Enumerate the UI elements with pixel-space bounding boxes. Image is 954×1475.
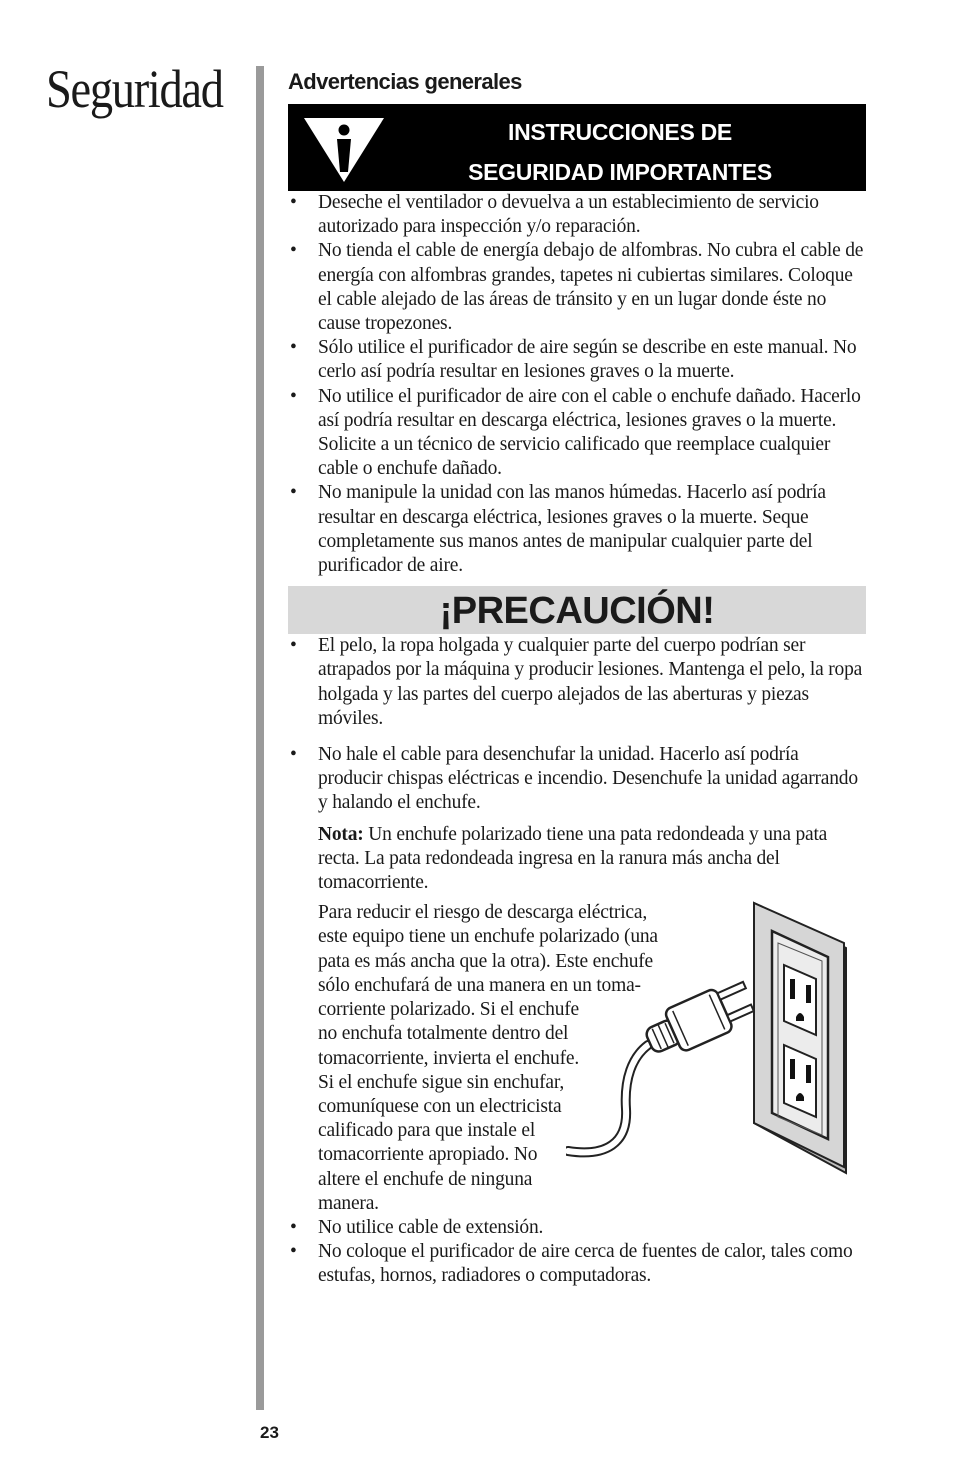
plug-text-line: este equipo tiene un enchufe polarizado (una [318,926,658,948]
vertical-rule [256,66,264,1410]
list-item-text: No coloque el purificador de aire cerca de fuentes de calor, tales como estufas, hornos, radiadores o computadoras. [318,1241,853,1287]
bullet: • [290,744,297,766]
caution-list [288,634,866,815]
plug-text-line: sólo enchufará de una manera en un toma- [318,974,641,996]
list-item [288,1216,866,1240]
note-paragraph [318,823,866,896]
plug-text-line: calificado para que instale el [318,1120,536,1142]
list-item-text: Sólo utilice el purificador de aire según se describe en este manual. No cerlo así podría resultar en lesiones graves o la muerte. [318,337,857,383]
plug-text-line: manera. [318,1192,379,1214]
bullet: • [290,337,297,359]
bullet: • [290,1241,297,1263]
warning-banner-text [374,112,866,192]
plug-text-line: pata es más ancha que la otra). Este enchufe [318,950,653,972]
polarized-plug-section [318,901,866,1216]
bullet: • [290,1216,297,1238]
warnings-list [288,191,866,578]
caution-banner: ¡PRECAUCIÓN! [288,586,866,634]
list-item [288,239,866,336]
note-label: Nota: [318,823,364,845]
plug-text-line: tomacorriente apropiado. No [318,1144,538,1166]
list-item [288,743,866,816]
plug-text-line: no enchufa totalmente dentro del [318,1023,569,1045]
warning-banner [288,104,866,191]
list-item-text: No manipule la unidad con las manos húmedas. Hacerlo así podría resultar en descarga eléctrica, lesiones graves o la muerte. Seque completamente sus manos antes de manipular cualquier parte del purificador de aire. [318,482,826,577]
list-item [288,385,866,482]
bullet: • [290,482,297,504]
plug-text-line: Si el enchufe sigue sin enchufar, [318,1071,565,1093]
list-item-text: No tienda el cable de energía debajo de alfombras. No cubra el cable de energía con alfombras grandes, tapetes ni cubiertas similares. Coloque el cable alejado de las áreas de tránsito y en un lugar donde éste no cause tropezones. [318,240,864,335]
bullet: • [290,240,297,262]
plug-text-line: corriente polarizado. Si el enchufe [318,999,580,1021]
list-item [288,191,866,239]
section-title: Seguridad [46,59,223,119]
polarized-plug-outlet-icon [566,895,906,1185]
list-item [288,481,866,578]
subheading: Advertencias generales [288,69,522,94]
page-number: 23 [260,1423,279,1442]
plug-text-line: Para reducir el riesgo de descarga eléctrica, [318,902,647,924]
plug-text-line: altere el enchufe de ninguna [318,1168,533,1190]
plug-text-line: comuníquese con un electricista [318,1095,562,1117]
note-text: Un enchufe polarizado tiene una pata redondeada y una pata recta. La pata redondeada ingresa en la ranura más ancha del tomacorriente. [318,823,828,894]
list-item [288,336,866,384]
list-item-text: No hale el cable para desenchufar la unidad. Hacerlo así podría producir chispas eléctricas e incendio. Desenchufe la unidad agarrando y halando el enchufe. [318,744,858,814]
final-caution-list [288,1216,866,1289]
plug-text-line: tomacorriente, invierta el enchufe. [318,1047,579,1069]
list-item-text: No utilice el purificador de aire con el cable o enchufe dañado. Hacerlo así podría resultar en descarga eléctrica, lesiones graves o la muerte. Solicite a un técnico de servicio calificado que reemplace cualquier cable o enchufe dañado. [318,385,861,480]
warning-banner-line-2: SEGURIDAD IMPORTANTES [468,159,772,185]
bullet: • [290,192,297,213]
list-item [288,634,866,731]
warning-banner-line-1: INSTRUCCIONES DE [508,119,732,145]
list-item-text: El pelo, la ropa holgada y cualquier parte del cuerpo podrían ser atrapados por la máquina y producir lesiones. Mantenga el pelo, la ropa holgada y las partes del cuerpo alejados de las aberturas y piezas móviles. [318,635,863,729]
list-item [288,1240,866,1288]
info-warning-triangle-icon [304,118,384,182]
bullet: • [290,385,297,407]
list-item-text: Deseche el ventilador o devuelva a un establecimiento de servicio autorizado para inspección y/o reparación. [318,192,819,238]
bullet: • [290,635,297,657]
list-item-text: No utilice cable de extensión. [318,1216,544,1238]
main-content [288,66,866,1289]
